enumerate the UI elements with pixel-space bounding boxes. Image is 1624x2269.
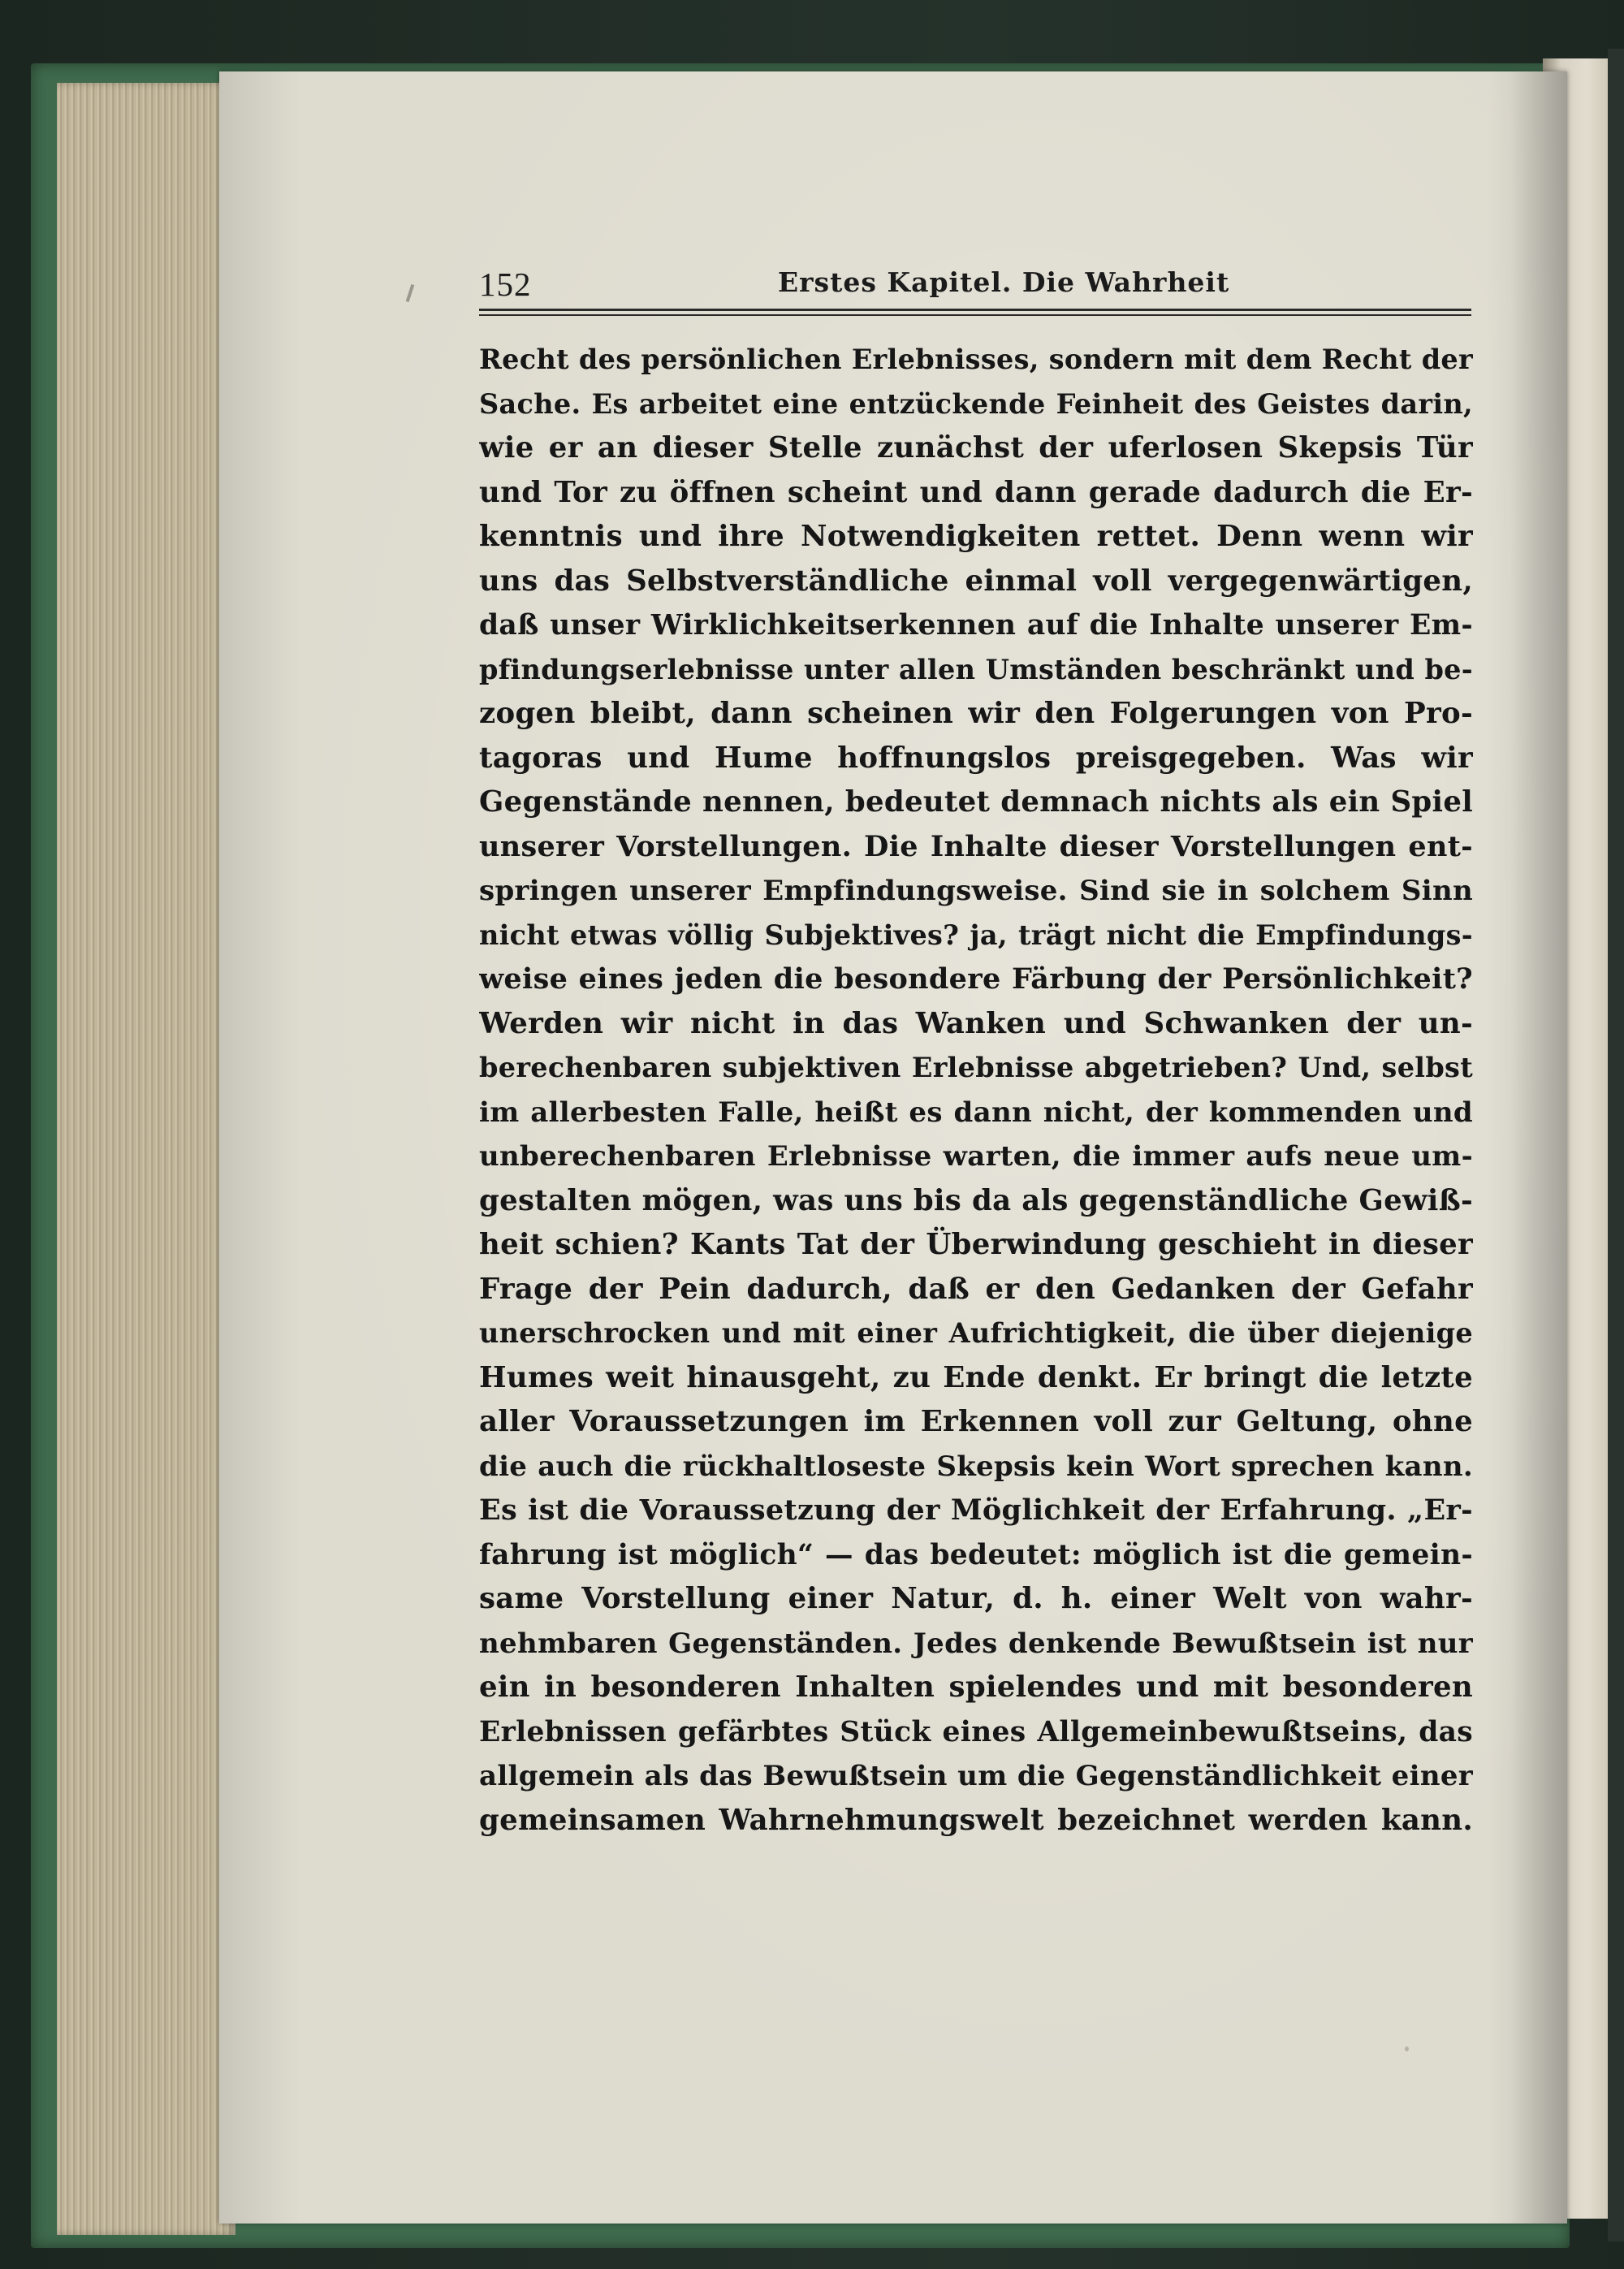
text-line: gemeinsamen Wahrnehmungswelt bezeichnet werden kann. — [479, 1803, 1473, 1837]
text-line: Erlebnissen gefärbtes Stück eines Allgemeinbewußtseins, das — [479, 1715, 1473, 1748]
header-rule-thin — [479, 314, 1471, 316]
text-line: allgemein als das Bewußtsein um die Gegenständlichkeit einer — [479, 1760, 1473, 1792]
page-number: 152 — [479, 266, 532, 303]
text-line: pfindungserlebnisse unter allen Umständen beschränkt und be- — [479, 653, 1473, 685]
scan-edge — [1608, 49, 1624, 2241]
text-line: Es ist die Voraussetzung der Möglichkeit der Erfahrung. „Er- — [479, 1493, 1473, 1527]
text-line: springen unserer Empfindungsweise. Sind sie in solchem Sinn — [479, 875, 1473, 907]
text-line: ein in besonderen Inhalten spielendes und mit besonderen — [479, 1670, 1473, 1704]
text-line: Humes weit hinausgeht, zu Ende denkt. Er bringt die letzte — [479, 1360, 1473, 1394]
running-title: Erstes Kapitel. Die Wahrheit — [778, 266, 1230, 298]
gutter-shadow — [1510, 71, 1567, 2224]
body-text — [479, 338, 1473, 1843]
text-line: tagoras und Hume hoffnungslos preisgegeben. Was wir — [479, 741, 1473, 775]
text-line: nicht etwas völlig Subjektives? ja, trägt nicht die Empfindungs- — [479, 918, 1473, 951]
text-line: unserer Vorstellungen. Die Inhalte dieser Vorstellungen ent- — [479, 829, 1473, 863]
paper-speck — [1405, 2046, 1409, 2051]
header-rule — [479, 309, 1471, 311]
running-header — [479, 265, 1470, 310]
text-line: Gegenstände nennen, bedeutet demnach nichts als ein Spiel — [479, 785, 1473, 819]
text-line: uns das Selbstverständliche einmal voll vergegenwärtigen, — [479, 564, 1473, 598]
text-line: unberechenbaren Erlebnisse warten, die immer aufs neue um- — [479, 1140, 1473, 1173]
text-line: daß unser Wirklichkeitserkennen auf die Inhalte unserer Em- — [479, 609, 1473, 642]
text-line: wie er an dieser Stelle zunächst der uferlosen Skepsis Tür — [479, 431, 1473, 465]
text-line: kenntnis und ihre Notwendigkeiten rettet. Denn wenn wir — [479, 520, 1473, 553]
text-line: weise eines jeden die besondere Färbung der Persönlichkeit? — [479, 962, 1473, 996]
text-line: nehmbaren Gegenständen. Jedes denkende Bewußtsein ist nur — [479, 1627, 1473, 1660]
text-line: gestalten mögen, was uns bis da als gegenständliche Gewiß- — [479, 1183, 1473, 1217]
text-line: Recht des persönlichen Erlebnisses, sondern mit dem Recht der — [479, 344, 1473, 375]
text-line: fahrung ist möglich“ — das bedeutet: möglich ist die gemein- — [479, 1538, 1473, 1571]
text-line: im allerbesten Falle, heißt es dann nicht, der kommenden und — [479, 1096, 1473, 1129]
text-line: aller Voraussetzungen im Erkennen voll zur Geltung, ohne — [479, 1405, 1473, 1438]
text-line: unerschrocken und mit einer Aufrichtigkeit, die über diejenige — [479, 1317, 1473, 1349]
text-line: same Vorstellung einer Natur, d. h. einer Welt von wahr- — [479, 1582, 1473, 1615]
text-line: Sache. Es arbeitet eine entzückende Feinheit des Geistes darin, — [479, 387, 1473, 420]
text-line: die auch die rückhaltloseste Skepsis kein Wort sprechen kann. — [479, 1450, 1473, 1483]
text-line: berechenbaren subjektiven Erlebnisse abgetrieben? Und, selbst — [479, 1052, 1473, 1083]
text-line: Frage der Pein dadurch, daß er den Gedanken der Gefahr — [479, 1272, 1473, 1306]
page-edges-left — [57, 83, 235, 2235]
text-line: und Tor zu öffnen scheint und dann gerade dadurch die Er- — [479, 475, 1473, 509]
text-line: heit schien? Kants Tat der Überwindung geschieht in dieser — [479, 1228, 1473, 1261]
text-line: Werden wir nicht in das Wanken und Schwanken der un- — [479, 1006, 1473, 1040]
text-line: zogen bleibt, dann scheinen wir den Folgerungen von Pro- — [479, 697, 1473, 730]
